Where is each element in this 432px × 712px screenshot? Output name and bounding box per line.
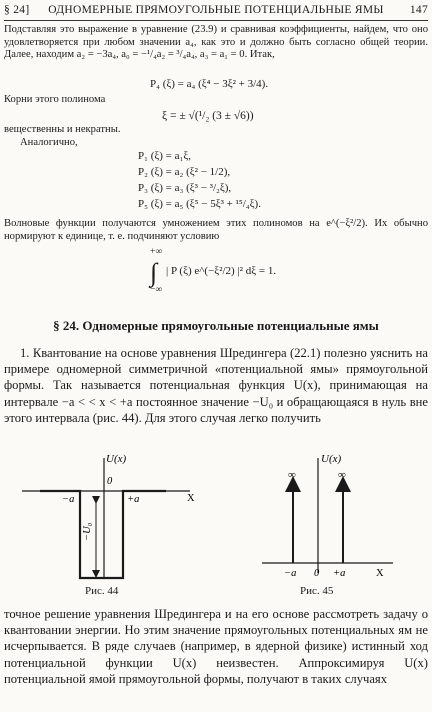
fig44-well	[40, 491, 166, 578]
integral-upper-limit: +∞	[150, 247, 163, 257]
formula-p2: P₂ (ξ) = a₂ (ξ² − 1/2),	[138, 166, 231, 178]
fig44-minus-a: −a	[62, 494, 75, 505]
paragraph-substitution: Подставляя это выражение в уравнение (23.9) и сравнивая коэффициенты, найдем, что оно удовлетворяется при любом значении a₄, как это и должно быть согласно общей теории. Далее, находим a₂ = −3a₄, a₀ = −¹/₄a₂ = ³/₄a₄, a₃ = a₁ = 0. Итак,	[4, 24, 428, 61]
fig45-caption: Рис. 45	[300, 585, 334, 597]
figure-45	[262, 453, 393, 579]
fig44-plus-a: +a	[127, 494, 140, 505]
fig45-minus-a: −a	[284, 568, 297, 579]
integral-lower-limit: −∞	[150, 285, 163, 295]
figures	[0, 448, 432, 608]
formula-p3: P₃ (ξ) = a₃ (ξ³ − ³/₂ξ),	[138, 182, 232, 194]
running-header	[4, 2, 428, 21]
paragraph-quantization: 1. Квантование на основе уравнения Шредингера (22.1) полезно уяснить на примере одномерной симметричной «потенциальной ямы» прямоугольной формы. Так называется потенциальная функция U(x), принимающая на интервале −a < < x < +a постоянное значение −U₀ и обращающаяся в нуль вне этого интервала (рис. 44). Для этого случая легко получить	[4, 346, 428, 425]
paragraph-applications: точное решение уравнения Шредингера и на его основе рассмотреть задачу о квантовании энергии. Но этим значение прямоугольных потенциальных ям не исчерпывается. В ряде случаев (например, в ядерной физике) истинный ход потенциальной функции U(x) неизвестен. Аппроксимируя U(x) потенциальной ямой прямоугольной формы, получают в таких случаях	[4, 607, 428, 686]
similarly-label: Аналогично,	[20, 137, 78, 148]
formula-roots: ξ = ± √(¹/₂ (3 ± √6))	[162, 110, 254, 122]
fig44-x-label: X	[187, 493, 195, 504]
fig44-origin: 0	[107, 476, 113, 487]
roots-property: вещественны и некратны.	[4, 124, 121, 135]
formula-p5: P₅ (ξ) = a₅ (ξ⁵ − 5ξ³ + ¹⁵/₄ξ).	[138, 198, 261, 210]
formula-p1: P₁ (ξ) = a₁ξ,	[138, 150, 192, 162]
fig45-left-infinity: ∞	[288, 469, 296, 481]
header-title: ОДНОМЕРНЫЕ ПРЯМОУГОЛЬНЫЕ ПОТЕНЦИАЛЬНЫЕ ЯМЫ	[48, 4, 384, 16]
fig45-plus-a: +a	[333, 568, 346, 579]
roots-label: Корни этого полинома	[4, 94, 106, 105]
formula-p4: P₄ (ξ) = a₄ (ξ⁴ − 3ξ² + 3/4).	[150, 78, 269, 90]
fig44-depth-label: −U₀	[82, 522, 93, 541]
fig45-y-label: U(x)	[321, 453, 342, 465]
fig44-y-label: U(x)	[106, 453, 127, 465]
page-number: 147	[409, 4, 428, 16]
header-section: § 24]	[4, 4, 30, 16]
fig45-x-label: X	[376, 568, 384, 579]
paragraph-normalization: Волновые функции получаются умножением этих полиномов на e^(−ξ²/2). Их обычно нормируют к единице, т. е. подчиняют условию	[4, 218, 428, 242]
fig45-origin: 0	[314, 568, 320, 579]
integral-body: | P (ξ) e^(−ξ²/2) |² dξ = 1.	[166, 265, 277, 277]
figure-44	[22, 453, 195, 578]
section-title: § 24. Одномерные прямоугольные потенциальные ямы	[53, 318, 379, 333]
integral-sign: ∫	[150, 258, 158, 287]
fig45-right-infinity: ∞	[338, 469, 346, 481]
fig44-caption: Рис. 44	[85, 585, 119, 597]
